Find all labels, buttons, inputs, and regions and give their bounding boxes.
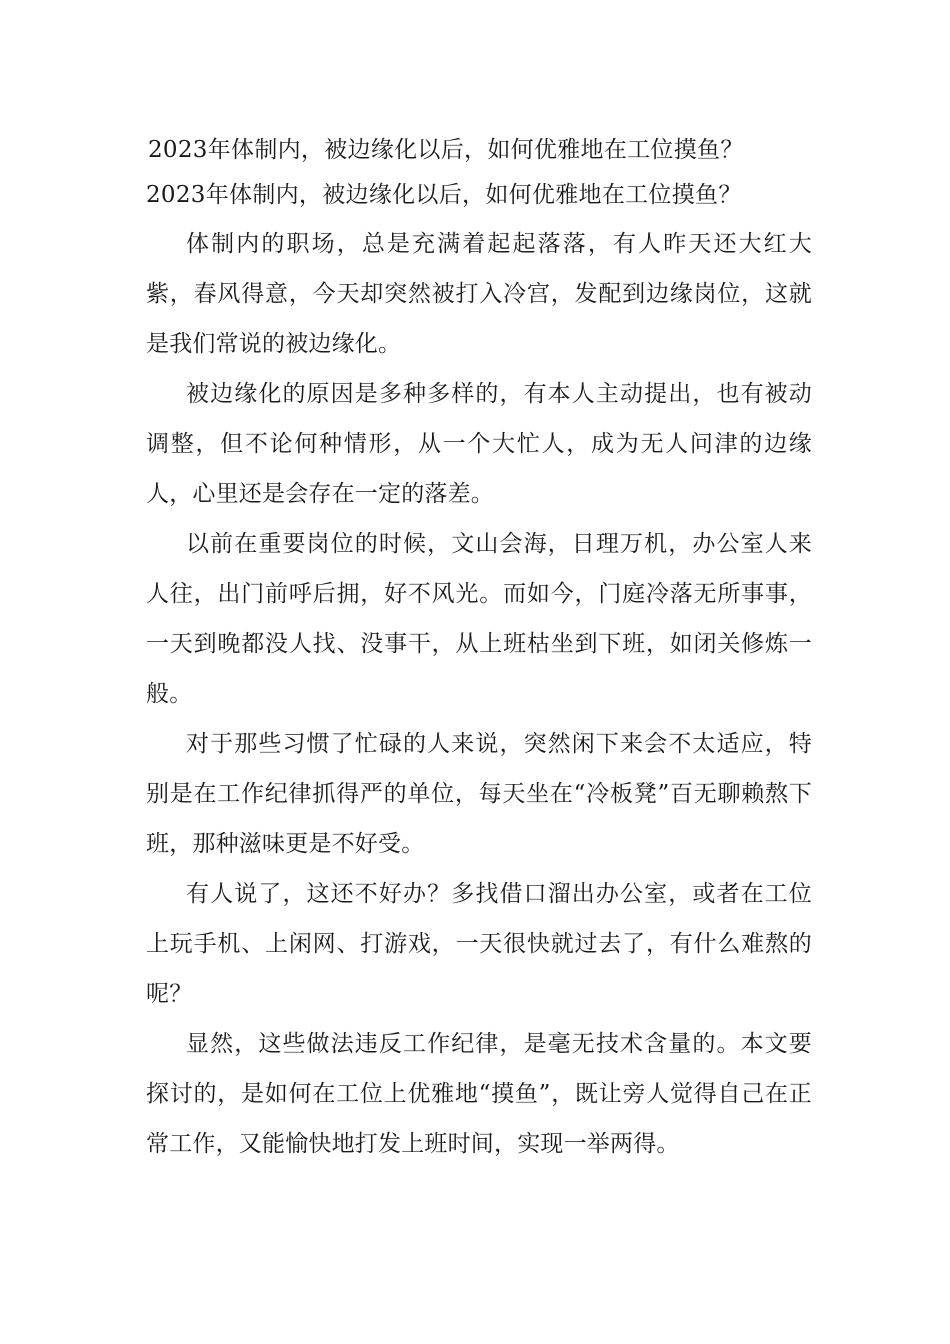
paragraph-4: 对于那些习惯了忙碌的人来说，突然闲下来会不太适应，特别是在工作纪律抓得严的单位，每天坐在“冷板凳”百无聊赖熬下班，那种滋味更是不好受。 [146, 731, 812, 857]
document-title-line-1: 2023年体制内，被边缘化以后，如何优雅地在工位摸鱼？ [148, 137, 744, 163]
paragraph-6: 显然，这些做法违反工作纪律，是毫无技术含量的。本文要探讨的，是如何在工位上优雅地“摸鱼”，既让旁人觉得自己在正常工作，又能愉快地打发上班时间，实现一举两得。 [146, 1031, 812, 1157]
paragraph-3: 以前在重要岗位的时候，文山会海，日理万机，办公室人来人往，出门前呼后拥，好不风光。而如今，门庭冷落无所事事，一天到晚都没人找、没事干，从上班枯坐到下班，如闭关修炼一般。 [146, 531, 812, 707]
document-title-line-2: 2023年体制内，被边缘化以后，如何优雅地在工位摸鱼？ [146, 182, 742, 208]
document-body [146, 128, 812, 1169]
paragraph-5: 有人说了，这还不好办？多找借口溜出办公室，或者在工位上玩手机、上闲网、打游戏，一天很快就过去了，有什么难熬的呢？ [146, 881, 812, 1007]
paragraph-1: 体制内的职场，总是充满着起起落落，有人昨天还大红大紫，春风得意，今天却突然被打入冷宫，发配到边缘岗位，这就是我们常说的被边缘化。 [146, 231, 812, 357]
paragraph-2: 被边缘化的原因是多种多样的，有本人主动提出，也有被动调整，但不论何种情形，从一个大忙人，成为无人问津的边缘人，心里还是会存在一定的落差。 [146, 381, 812, 507]
